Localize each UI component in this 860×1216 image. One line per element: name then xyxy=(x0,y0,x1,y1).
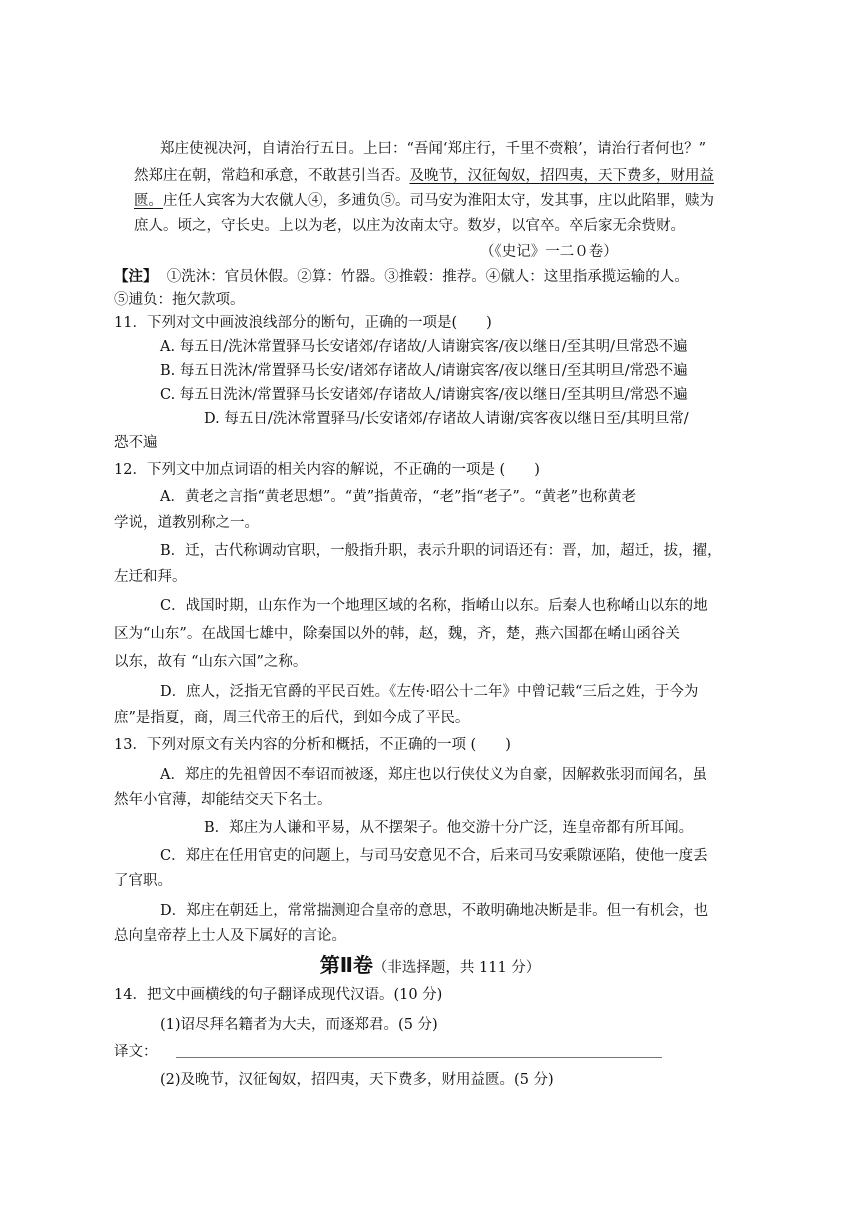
passage-text: 庄任人宾客为大农僦人④，多逋负⑤。司马安为淮阳太守，发其事，庄以此陷罪，赎为 xyxy=(163,193,714,209)
q11-option-a: A. 每五日/洗沐常置驿马长安诸郊/存诸故/人请谢宾客/夜以继日/至其明/旦常恐不遍 xyxy=(160,339,688,355)
question-13-stem: 13．下列对原文有关内容的分析和概括，不正确的一项 ( ) xyxy=(114,737,511,753)
q11-option-d-cont: 恐不遍 xyxy=(114,435,158,451)
q13-option-a-cont: 然年小官薄，却能结交天下名士。 xyxy=(114,792,332,808)
section-2-subtitle: （非选择题，共 111 分） xyxy=(372,960,541,976)
question-12-stem: 12．下列文中加点词语的相关内容的解说，不正确的一项是 ( ) xyxy=(114,462,540,478)
question-14-stem: 14．把文中画横线的句子翻译成现代汉语。(10 分) xyxy=(114,987,443,1003)
q12-option-b-cont: 左迁和拜。 xyxy=(114,569,187,585)
q12-option-b: B．迁，古代称调动官职，一般指升职，表示升职的词语还有：晋，加，超迁，拔，擢， xyxy=(160,543,722,559)
section-2-heading xyxy=(0,952,860,981)
q12-option-a: A．黄老之言指“黄老思想”。“黄”指黄帝，“老”指“老子”。“黄老”也称黄老 xyxy=(160,489,637,505)
q13-option-c-cont: 了官职。 xyxy=(114,873,172,889)
passage-line-1: 郑庄使视决河，自请治行五日。上曰：“吾闻‘郑庄行，千里不赍粮’，请治行者何也？” xyxy=(160,141,707,157)
q13-option-d-cont: 总向皇帝荐上士人及下属好的言论。 xyxy=(114,928,346,944)
q12-option-c-cont2: 以东，故有 “山东六国”之称。 xyxy=(114,654,308,670)
q11-option-b: B. 每五日洗沐/常置驿马长安/诸郊存诸故人/请谢宾客/夜以继日/至其明旦/常恐不遍 xyxy=(160,363,688,379)
underlined-sentence-end: 匮。 xyxy=(134,193,163,209)
passage-text: 然郑庄在朝，常趋和承意，不敢甚引当否。 xyxy=(134,168,410,184)
passage-line-4: 庶人。顷之，守长史。上以为老，以庄为汝南太守。数岁，以官卒。卒后家无余赀财。 xyxy=(134,218,685,234)
passage-line-3 xyxy=(134,191,714,211)
q13-option-d: D．郑庄在朝廷上，常常揣测迎合皇帝的意思，不敢明确地决断是非。但一有机会，也 xyxy=(160,903,709,919)
q13-option-c: C．郑庄在任用官吏的问题上，与司马安意见不合，后来司马安乘隙诬陷，使他一度丢 xyxy=(160,848,708,864)
q13-option-b: B．郑庄为人谦和平易，从不摆架子。他交游十分广泛，连皇帝都有所耳闻。 xyxy=(204,820,694,836)
q11-option-d: D. 每五日/洗沐常置驿马/长安诸郊/存诸故人请谢/宾客夜以继日至/其明旦常/ xyxy=(204,411,689,427)
note-text: ①洗沐：官员休假。②算：竹器。③推毂：推荐。④僦人：这里指承揽运输的人。 xyxy=(166,269,689,285)
underlined-sentence: 及晚节，汉征匈奴，招四夷，天下费多，财用益 xyxy=(409,168,714,184)
q12-option-c: C．战国时期，山东作为一个地理区域的名称，指崤山以东。后秦人也称崤山以东的地 xyxy=(160,598,708,614)
q11-option-c: C. 每五日洗沐/常置驿马长安诸郊/存诸故人/请谢宾客/夜以继日/至其明旦/常恐不遍 xyxy=(160,387,688,403)
q14-sentence-2: (2)及晚节，汉征匈奴，招四夷，天下费多，财用益匮。(5 分) xyxy=(160,1072,554,1088)
q12-option-c-cont: 区为“山东”。在战国七雄中，除秦国以外的韩，赵，魏，齐，楚，燕六国都在崤山函谷关 xyxy=(114,626,680,642)
q13-option-a: A．郑庄的先祖曾因不奉诏而被逐，郑庄也以行侠仗义为自豪，因解救张羽而闻名，虽 xyxy=(160,767,707,783)
question-11-stem: 11．下列对文中画波浪线部分的断句，正确的一项是( ) xyxy=(114,315,492,331)
q12-option-d: D．庶人，泛指无官爵的平民百姓。《左传·昭公十二年》中曾记载“三后之姓，于今为 xyxy=(160,684,699,700)
source-citation: （《史记》一二０卷） xyxy=(480,244,618,260)
answer-label: 译文： xyxy=(114,1044,158,1060)
note-label: 【注】 xyxy=(114,268,158,285)
note-line-2: ⑤逋负：拖欠款项。 xyxy=(114,292,245,308)
note-line-1 xyxy=(114,267,689,287)
passage-line-2 xyxy=(134,166,714,186)
q12-option-d-cont: 庶”是指夏，商，周三代帝王的后代，到如今成了平民。 xyxy=(114,710,470,726)
q14-sentence-1: (1)诏尽拜名籍者为大夫，而逐郑君。(5 分) xyxy=(160,1017,438,1033)
q12-option-a-cont: 学说，道教别称之一。 xyxy=(114,515,259,531)
section-2-title: 第Ⅱ卷 xyxy=(319,953,373,977)
answer-blank-line[interactable] xyxy=(176,1057,662,1058)
